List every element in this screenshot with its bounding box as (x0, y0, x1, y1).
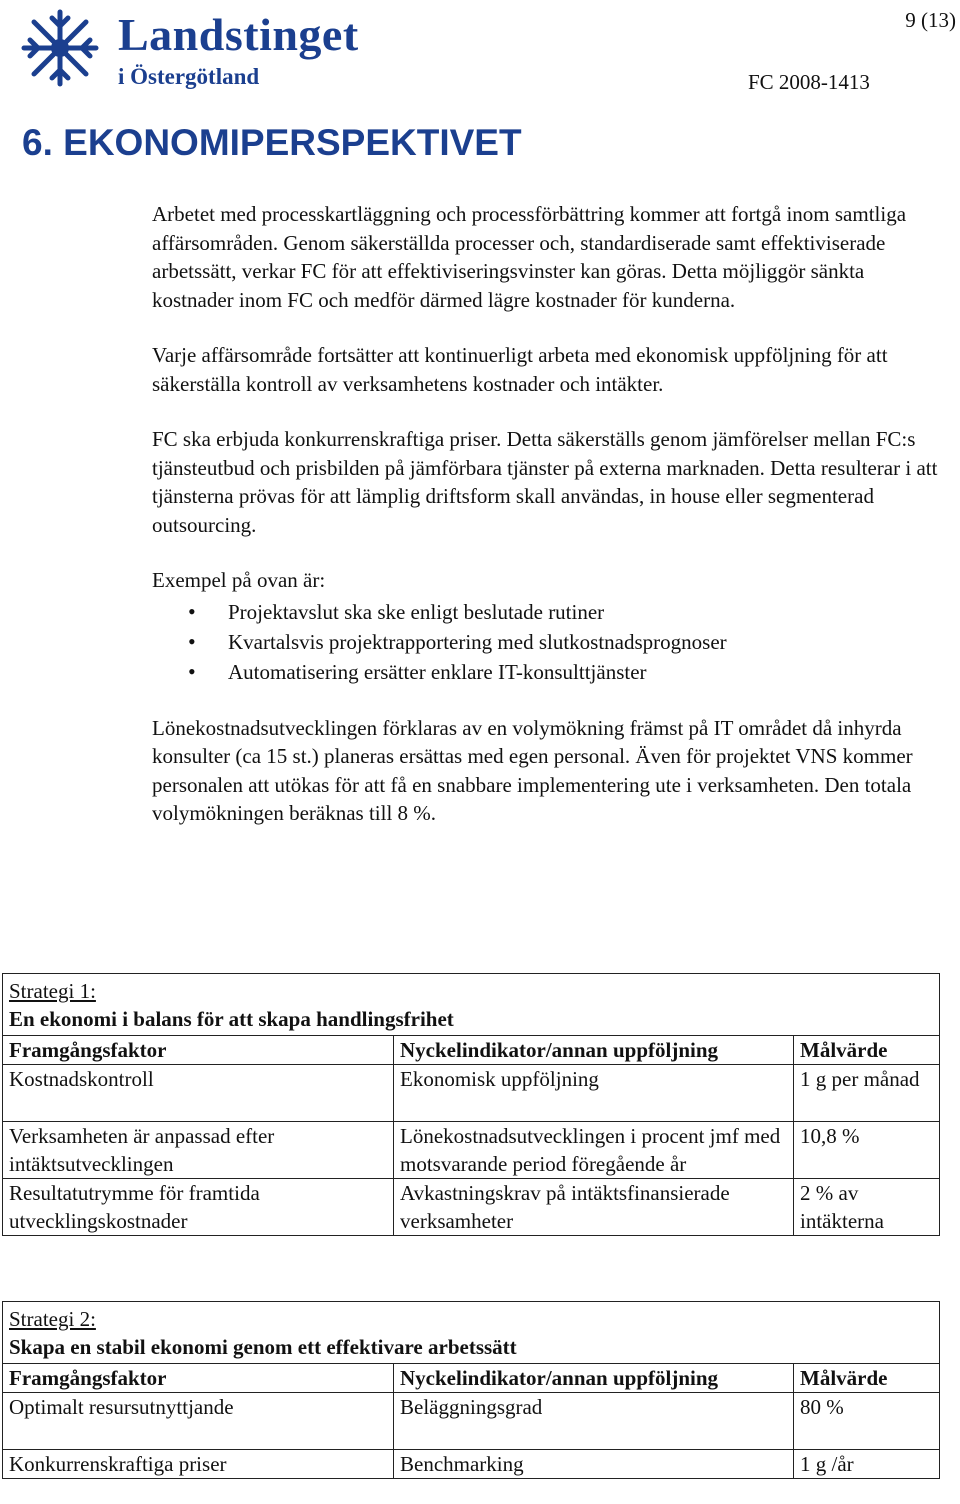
examples-list (152, 597, 942, 687)
strategy-title: En ekonomi i balans för att skapa handlingsfrihet (9, 1007, 454, 1031)
column-header: Framgångsfaktor (3, 1364, 394, 1393)
table-cell: 80 % (794, 1393, 940, 1450)
paragraph: Arbetet med processkartläggning och processförbättring kommer att fortgå inom samtliga affärsområden. Genom säkerställda processer och, standardiserade samt effektiviserade arbetssätt, verkar FC för att effektiviseringsvinster kan göras. Detta möjliggör sänkta kostnader inom FC och medför därmed lägre kostnader för kunderna. (152, 202, 907, 312)
snowflake-emblem-icon (18, 6, 102, 90)
table-cell: Lönekostnadsutvecklingen i procent jmf med motsvarande period föregående år (394, 1122, 794, 1179)
strategy-label: Strategi 2: (9, 1307, 96, 1331)
table-cell: 10,8 % (794, 1122, 940, 1179)
document-reference: FC 2008-1413 (748, 70, 870, 94)
table-cell: Resultatutrymme för framtida utvecklingskostnader (3, 1179, 394, 1236)
table-row (3, 1122, 940, 1179)
strategy-title: Skapa en stabil ekonomi genom ett effektivare arbetssätt (9, 1335, 517, 1359)
table-cell: Avkastningskrav på intäktsfinansierade verksamheter (394, 1179, 794, 1236)
table-cell: Ekonomisk uppföljning (394, 1065, 794, 1122)
table-cell: Konkurrenskraftiga priser (3, 1450, 394, 1479)
table-cell: 1 g per månad (794, 1065, 940, 1122)
strategy-2-table (2, 1301, 940, 1479)
table-cell: 1 g /år (794, 1450, 940, 1479)
column-header: Nyckelindikator/annan uppföljning (394, 1036, 794, 1065)
list-item: • Automatisering ersätter enklare IT-konsulttjänster (152, 657, 942, 687)
table-cell: 2 % av intäkterna (794, 1179, 940, 1236)
strategy-header (3, 1302, 940, 1364)
paragraph: Lönekostnadsutvecklingen förklaras av en volymökning främst på IT området då inhyrda konsulter (ca 15 st.) planeras ersättas med egen personal. Även för projektet VNS kommer personalen att utökas för att få en snabbare implementering ute i verksamheten. Den totala volymökningen beräknas till 8 %. (152, 715, 913, 825)
list-item: • Projektavslut ska ske enligt beslutade rutiner (152, 597, 942, 627)
body-text (152, 200, 942, 855)
column-header: Målvärde (794, 1364, 940, 1393)
table-cell: Optimalt resursutnyttjande (3, 1393, 394, 1450)
logo-title: Landstinget (118, 9, 359, 60)
strategy-header (3, 974, 940, 1036)
paragraph: Varje affärsområde fortsätter att kontinuerligt arbeta med ekonomisk uppföljning för att säkerställa kontroll av verksamhetens kostnader och intäkter. (152, 343, 888, 396)
table-row (3, 1065, 940, 1122)
table-cell: Kostnadskontroll (3, 1065, 394, 1122)
section-title: 6. EKONOMIPERSPEKTIVET (22, 122, 522, 163)
table-row (3, 1450, 940, 1479)
paragraph: FC ska erbjuda konkurrenskraftiga priser. Detta säkerställs genom jämförelser mellan FC:s tjänsteutbud och prisbilden på jämförbara tjänster på externa marknaden. Detta resulterar i att tjänsterna prövas för att lämplig driftsform skall användas, in house eller segmenterad outsourcing. (152, 427, 938, 537)
column-header: Nyckelindikator/annan uppföljning (394, 1364, 794, 1393)
list-item: • Kvartalsvis projektrapportering med slutkostnadsprognoser (152, 627, 942, 657)
column-header: Målvärde (794, 1036, 940, 1065)
landstinget-logo (18, 6, 398, 96)
strategy-1-table (2, 973, 940, 1236)
table-row (3, 1393, 940, 1450)
logo-subtitle: i Östergötland (118, 64, 260, 89)
page-number: 9 (13) (905, 8, 956, 32)
table-cell: Benchmarking (394, 1450, 794, 1479)
column-header: Framgångsfaktor (3, 1036, 394, 1065)
strategy-label: Strategi 1: (9, 979, 96, 1003)
table-row (3, 1179, 940, 1236)
paragraph-examples-intro: Exempel på ovan är: (152, 568, 326, 592)
table-cell: Verksamheten är anpassad efter intäktsutvecklingen (3, 1122, 394, 1179)
table-cell: Beläggningsgrad (394, 1393, 794, 1450)
